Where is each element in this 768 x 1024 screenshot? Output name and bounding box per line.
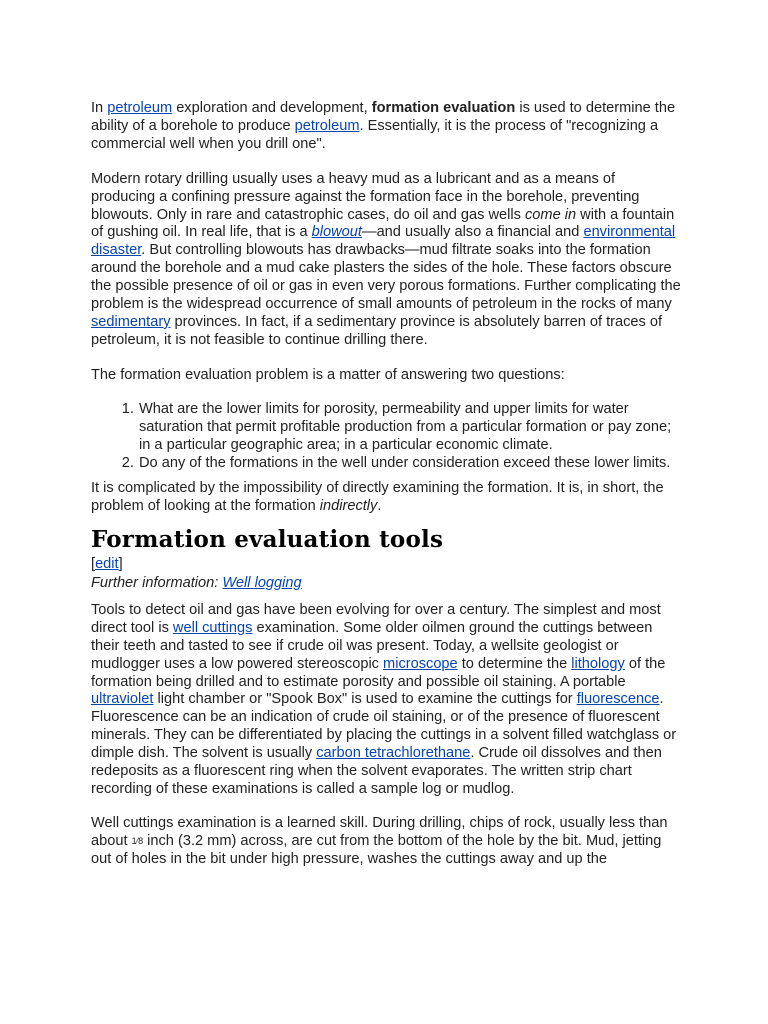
section-heading: Formation evaluation tools [91, 526, 444, 554]
link-fluorescence[interactable]: fluorescence [576, 691, 660, 708]
drilling-paragraph: Modern rotary drilling usually uses a heavy mud as a lubricant and as a means of producing a confining pressure against the formation face in the borehole, preventing blowouts. Only in rare and catastrophic cases, do oil and gas wells come in with a fountain of gushing oil. In real life, that is a blowout—and usually also a financial and environmental disaster. But controlling blowouts has drawbacks—mud filtrate soaks into the formation around the borehole and a mud cake plasters the sides of the hole. These factors obscure the possible presence of oil or gas in even very porous formations. Further complicating the problem is the widespread occurrence of small amounts of petroleum in the rocks of many sedimentary provinces. In fact, if a sedimentary province is absolutely barren of traces of petroleum, it is not feasible to continue drilling there. [91, 170, 681, 348]
link-sedimentary[interactable]: sedimentary [91, 313, 171, 330]
link-petroleum-2[interactable]: petroleum [294, 117, 360, 134]
questions-list [91, 401, 681, 474]
link-carbon-tetrachlorethane[interactable]: carbon tetrachlorethane [316, 745, 471, 762]
link-blowout[interactable]: blowout [311, 224, 362, 241]
link-well-cuttings[interactable]: well cuttings [172, 619, 253, 636]
link-microscope[interactable]: microscope [383, 655, 458, 672]
link-well-logging[interactable]: Well logging [222, 575, 302, 592]
link-petroleum[interactable]: petroleum [107, 100, 173, 116]
list-item: 2. Do any of the formations in the well under consideration exceed these lower limits. [138, 455, 681, 473]
list-item: 1. What are the lower limits for porosity, permeability and upper limits for water saturation that permit profitable production from a particular formation or pay zone; in a particular geographic area; in a particular economic climate. [138, 401, 681, 455]
complication-paragraph: It is complicated by the impossibility of directly examining the formation. It is, in short, the problem of looking at the formation indirectly. [91, 480, 664, 515]
article-body [91, 100, 681, 869]
questions-intro: The formation evaluation problem is a matter of answering two questions: [91, 366, 565, 383]
link-environmental-disaster[interactable]: environmental disaster [91, 224, 676, 259]
bold-term: formation evaluation [371, 100, 516, 116]
intro-paragraph: In petroleum exploration and development, formation evaluation is used to determine the ability of a borehole to produce petroleum. Essentially, it is the process of "recognizing a commercial well when you drill one". [91, 100, 676, 152]
edit-link[interactable]: edit [95, 556, 119, 573]
cuttings-paragraph: Well cuttings examination is a learned skill. During drilling, chips of rock, usually less than about 1⁄8 inch (3.2 mm) across, are cut from the bottom of the hole by the bit. Mud, jetting out of holes in the bit under high pressure, washes the cuttings away and up the [91, 814, 668, 867]
tools-paragraph: Tools to detect oil and gas have been evolving for over a century. The simplest and most direct tool is well cuttings examination. Some older oilmen ground the cuttings between their teeth and tasted to see if crude oil was present. Today, a wellsite geologist or mudlogger uses a low powered stereoscopic microscope to determine the lithology of the formation being drilled and to estimate porosity and possible oil staining. A portable ultraviolet light chamber or "Spook Box" is used to examine the cuttings for fluorescence. Fluorescence can be an indication of crude oil staining, or of the presence of fluorescent minerals. They can be differentiated by placing the cuttings in a solvent filled watchglass or dimple dish. The solvent is usually carbon tetrachlorethane. Crude oil dissolves and then redeposits as a fluorescent ring when the solvent evaporates. The written strip chart recording of these examinations is called a sample log or mudlog. [91, 601, 677, 797]
further-information: Further information: Well logging [91, 575, 302, 592]
link-ultraviolet[interactable]: ultraviolet [91, 691, 154, 708]
fraction: 1⁄8 [131, 835, 144, 846]
edit-section: [edit] [91, 556, 123, 573]
link-lithology[interactable]: lithology [571, 655, 625, 672]
